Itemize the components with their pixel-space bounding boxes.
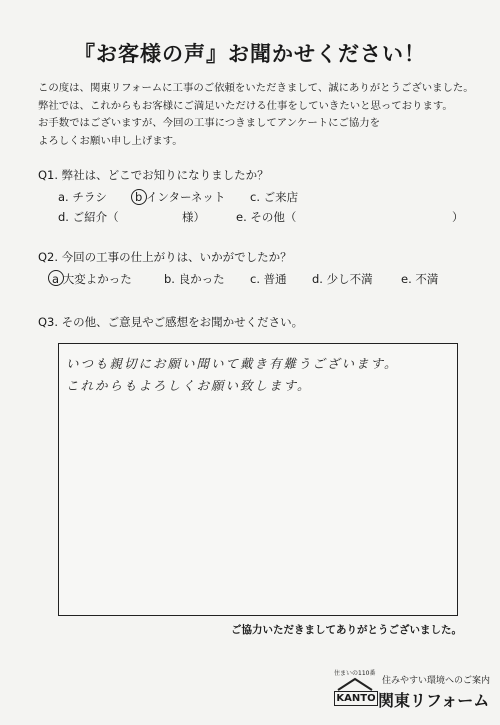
footer-tagline: 住みやすい環境へのご案内 (382, 676, 491, 686)
q2-option-a[interactable]: a 大変よかった (52, 272, 132, 286)
intro-line: 弊社では、これからもお客様にご満足いただける仕事をしていきたいと思っております。 (38, 99, 453, 112)
intro-line: お手数ではございますが、今回の工事につきましてアンケートにご協力を (38, 117, 381, 129)
q2-option-d[interactable]: d. 少し不満 (312, 272, 373, 286)
q2-option-b[interactable]: b. 良かった (164, 272, 225, 286)
intro-line: この度は、関東リフォームに工事のご依頼をいただきまして、誠にありがとうございました。 (38, 82, 474, 94)
q1-option-e[interactable]: e. その他（ (236, 210, 297, 224)
q1-question: Q1. 弊社は、どこでお知りになりましたか？ (38, 168, 269, 182)
house-roof-icon (337, 677, 373, 691)
q2-question: Q2. 今回の工事の仕上がりは、いかがでしたか？ (38, 250, 292, 264)
company-logo (334, 668, 376, 708)
q1-option-d-suffix: 様） (182, 210, 205, 224)
q1-option-e-close: ） (452, 210, 464, 224)
q1-option-b[interactable]: b インターネット (135, 190, 226, 204)
q1-option-a[interactable]: a. チラシ (58, 190, 107, 204)
q1-option-d[interactable]: d. ご紹介（ (58, 210, 119, 224)
handwritten-answer-line: いつも親切にお願い聞いて戴き有難うございます。 (66, 356, 399, 371)
q1-option-c[interactable]: c. ご来店 (250, 190, 299, 204)
intro-line: よろしくお願い申し上げます。 (38, 134, 183, 147)
handwritten-answer-line: これからもよろしくお願い致します。 (66, 378, 312, 393)
logo-text: KANTO (334, 691, 378, 706)
q2-option-c[interactable]: c. 普通 (250, 272, 287, 286)
q2-option-e[interactable]: e. 不満 (401, 272, 439, 286)
company-name: 関東リフォーム (378, 691, 490, 710)
page-title: 『お客様の声』お聞かせください！ (74, 42, 426, 66)
logo-tagline: 住まいの110番 (334, 670, 376, 677)
intro-paragraph (38, 80, 474, 150)
thanks-message: ご協力いただきましてありがとうございました。 (231, 624, 462, 636)
q3-question: Q3. その他、ご意見やご感想をお聞かせください。 (38, 315, 304, 329)
